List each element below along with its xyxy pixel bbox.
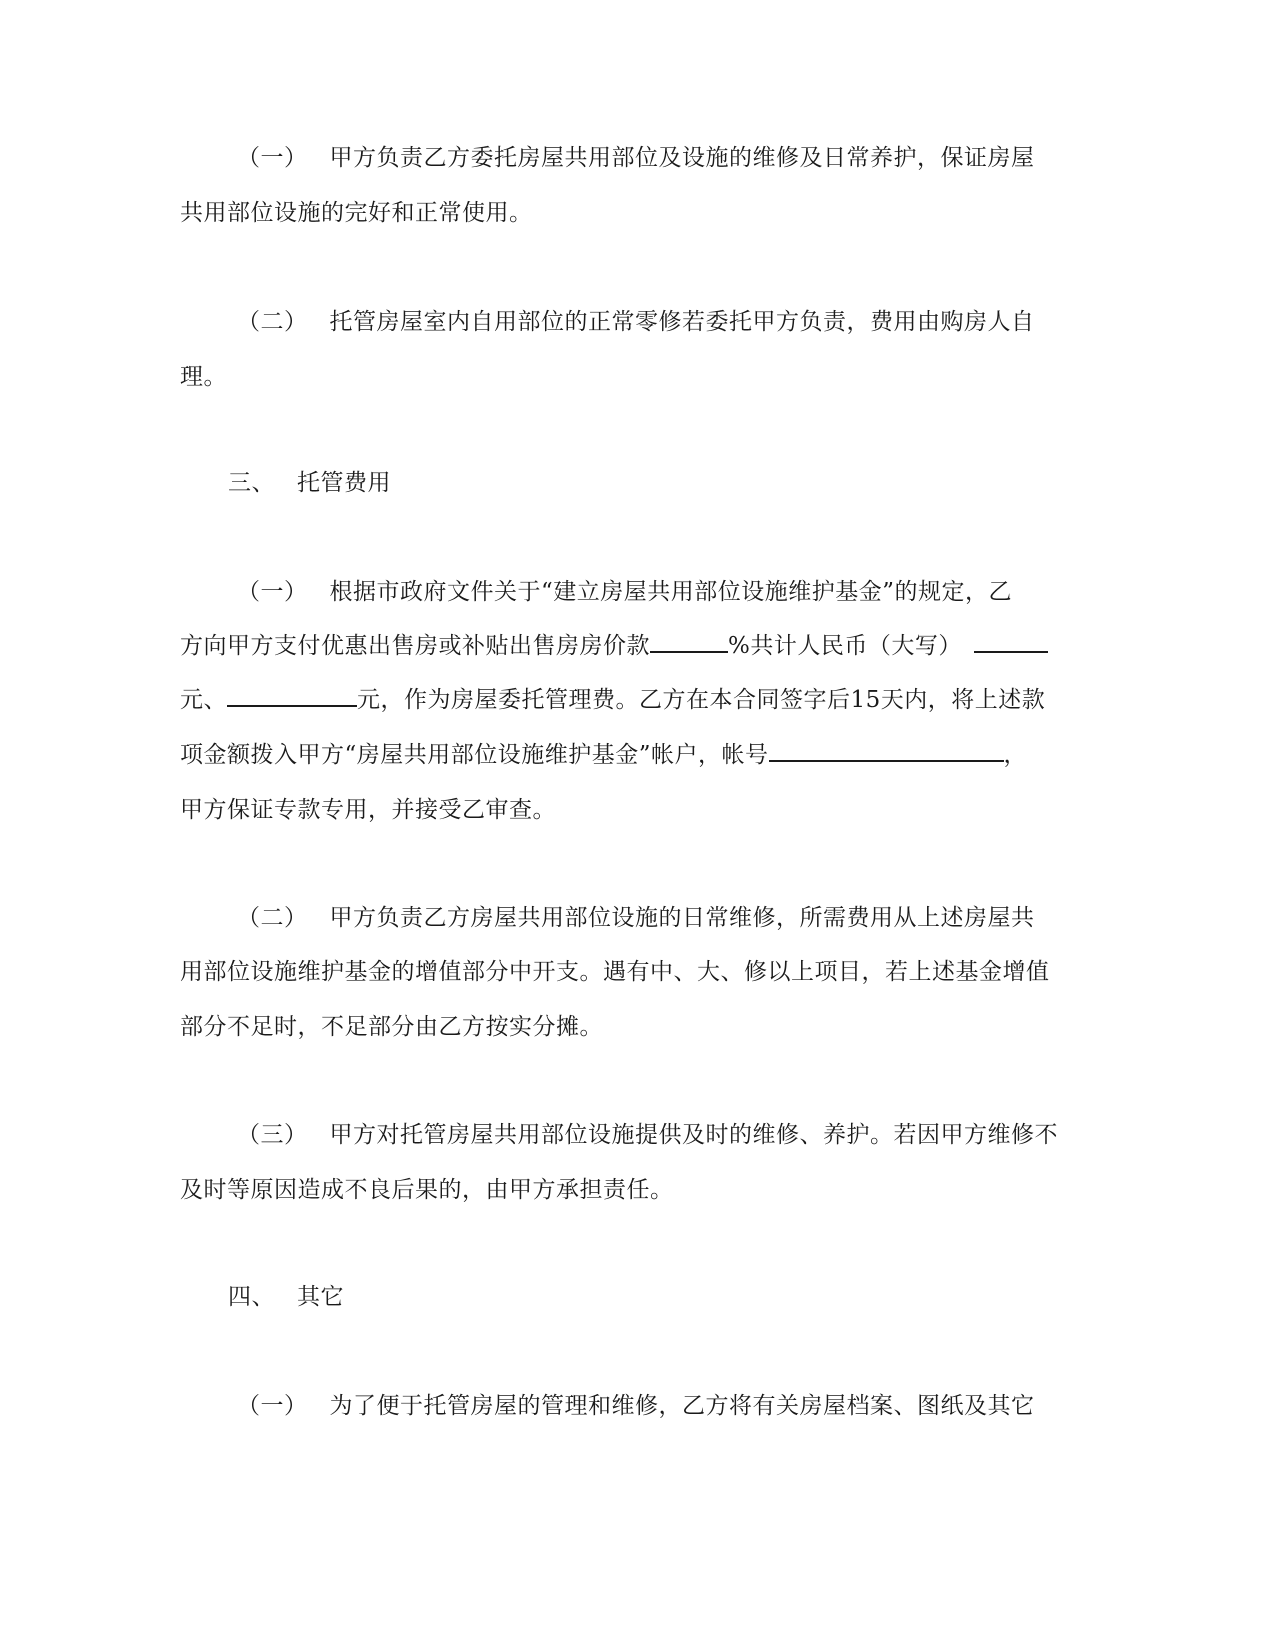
clause-text: 方向甲方支付优惠出售房或补贴出售房房价款	[180, 633, 650, 659]
clause-2-1-line-1	[237, 143, 1035, 173]
clause-text: ，	[1003, 742, 1028, 768]
clause-3-1-line-1	[237, 577, 1012, 607]
clause-text: 根据市政府文件关于“建立房屋共用部位设施维护基金”的规定，乙	[329, 579, 1013, 605]
clause-number: （一）	[237, 1393, 308, 1419]
clause-2-1-line-2: 共用部位设施的完好和正常使用。	[180, 200, 533, 226]
clause-text: 甲方对托管房屋共用部位设施提供及时的维修、养护。若因甲方维修不	[329, 1122, 1058, 1148]
account-number-blank[interactable]	[769, 740, 1004, 762]
clause-number: （二）	[237, 309, 308, 335]
clause-3-2-line-1	[237, 903, 1035, 933]
section-heading-3	[228, 468, 391, 498]
clause-3-1-line-3	[180, 685, 1045, 715]
clause-text: 甲方负责乙方委托房屋共用部位及设施的维修及日常养护，保证房屋	[329, 145, 1035, 171]
clause-number: （二）	[237, 905, 308, 931]
heading-number: 三、	[228, 470, 275, 496]
clause-2-2-line-2: 理。	[180, 364, 227, 390]
heading-title: 托管费用	[297, 470, 391, 496]
clause-text: 项金额拨入甲方“房屋共用部位设施维护基金”帐户，帐号	[180, 742, 769, 768]
clause-2-2-line-1	[237, 307, 1035, 337]
amount-blank[interactable]	[227, 685, 357, 707]
clause-3-1-line-2	[180, 631, 1048, 661]
clause-4-1-line-1	[237, 1391, 1035, 1421]
clause-text: %共计人民币（大写）	[728, 633, 962, 659]
clause-text: 托管房屋室内自用部位的正常零修若委托甲方负责，费用由购房人自	[329, 309, 1035, 335]
heading-title: 其它	[297, 1284, 344, 1310]
clause-3-2-line-3: 部分不足时，不足部分由乙方按实分摊。	[180, 1014, 603, 1040]
percent-blank[interactable]	[650, 631, 728, 653]
clause-number: （三）	[237, 1122, 308, 1148]
clause-text: 为了便于托管房屋的管理和维修，乙方将有关房屋档案、图纸及其它	[329, 1393, 1035, 1419]
clause-text: 甲方负责乙方房屋共用部位设施的日常维修，所需费用从上述房屋共	[329, 905, 1035, 931]
clause-number: （一）	[237, 579, 308, 605]
clause-3-1-line-4	[180, 740, 1027, 770]
clause-number: （一）	[237, 145, 308, 171]
clause-3-2-line-2: 用部位设施维护基金的增值部分中开支。遇有中、大、修以上项目，若上述基金增值	[180, 959, 1050, 985]
section-heading-4	[228, 1282, 344, 1312]
clause-3-1-line-5: 甲方保证专款专用，并接受乙审查。	[180, 797, 556, 823]
amount-uppercase-blank[interactable]	[974, 631, 1048, 653]
heading-number: 四、	[228, 1284, 275, 1310]
clause-text: 元、	[180, 687, 227, 713]
clause-3-3-line-2: 及时等原因造成不良后果的，由甲方承担责任。	[180, 1177, 674, 1203]
clause-text: 元，作为房屋委托管理费。乙方在本合同签字后15天内，将上述款	[357, 687, 1046, 713]
clause-3-3-line-1	[237, 1120, 1058, 1150]
